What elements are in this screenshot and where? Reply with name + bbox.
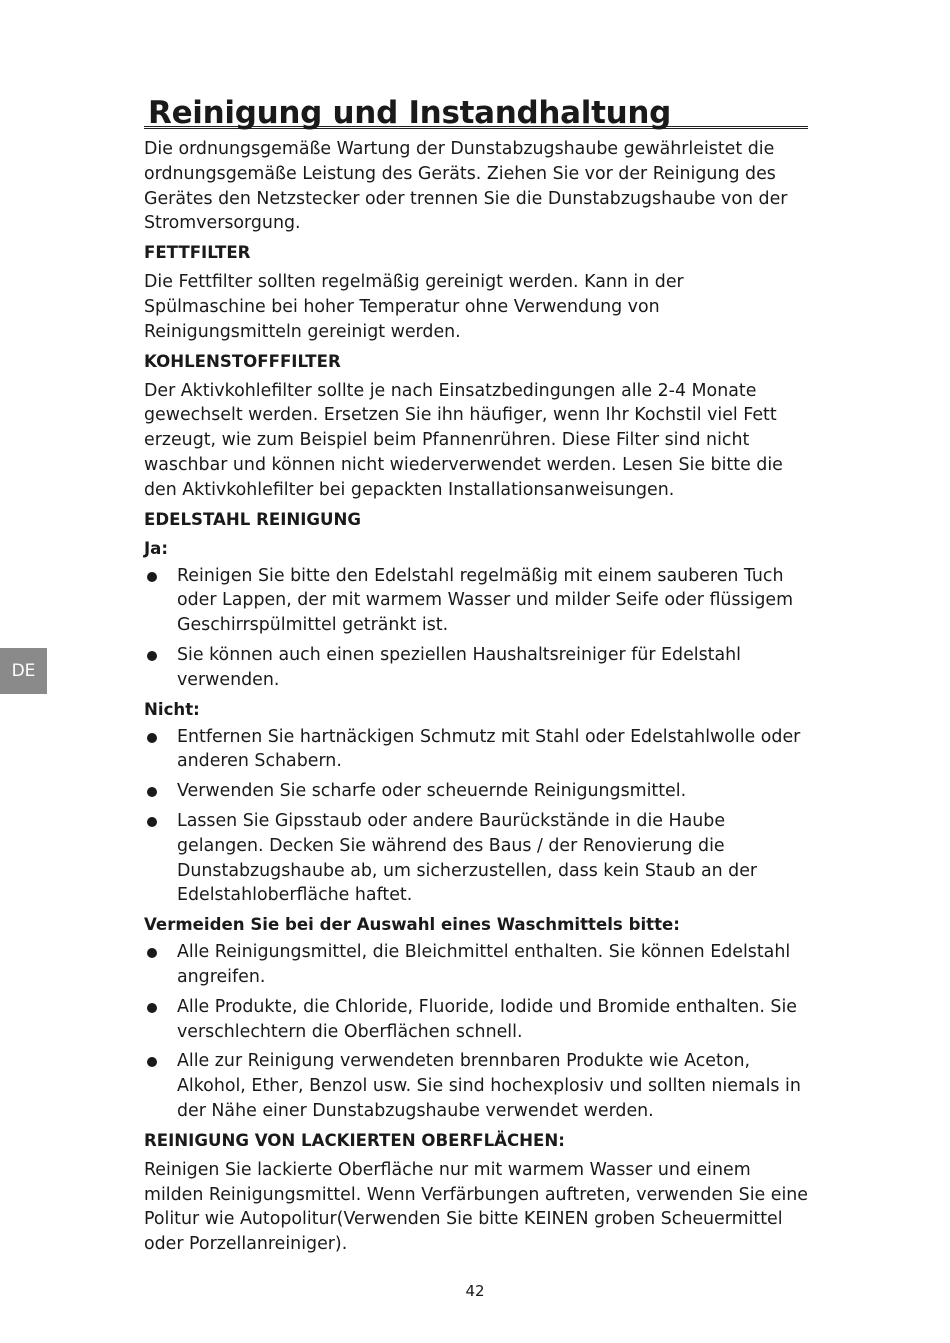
list-item bbox=[144, 564, 808, 638]
bullet-icon bbox=[147, 572, 157, 582]
vermeiden-list bbox=[144, 940, 808, 1124]
kohlefilter-heading: KOHLENSTOFFFILTER bbox=[144, 351, 341, 371]
bullet-icon bbox=[147, 651, 157, 661]
ja-label: Ja: bbox=[144, 538, 169, 558]
fettfilter-heading: FETTFILTER bbox=[144, 243, 251, 263]
list-item bbox=[144, 995, 808, 1045]
list-item-text: Lassen Sie Gipsstaub oder andere Baurückstände in die Haube gelangen. Decken Sie während des Baus / der Renovierung die Dunstabzugshaube ab, um sicherzustellen, dass kein Staub an der Edelstahloberfläche haftet. bbox=[177, 810, 758, 906]
list-item bbox=[144, 725, 808, 775]
page-number: 42 bbox=[465, 1282, 485, 1300]
ja-list bbox=[144, 564, 808, 693]
lackiert-text: Reinigen Sie lackierte Oberfläche nur mit warmem Wasser und einem milden Reinigungsmittel. Wenn Verfärbungen auftreten, verwenden Sie eine Politur wie Autopolitur(Verwenden Sie bitte KEINEN groben Scheuermittel oder Porzellanreiniger). bbox=[144, 1159, 809, 1255]
intro-paragraph: Die ordnungsgemäße Wartung der Dunstabzugshaube gewährleistet die ordnungsgemäße Leistung des Geräts. Ziehen Sie vor der Reinigung des Gerätes den Netzstecker oder trennen Sie die Dunstabzugshaube von der Stromversorgung. bbox=[144, 139, 788, 234]
edelstahl-heading: EDELSTAHL REINIGUNG bbox=[144, 509, 362, 529]
fettfilter-text: Die Fettfilter sollten regelmäßig gereinigt werden. Kann in der Spülmaschine bei hoher Temperatur ohne Verwendung von Reinigungsmitteln gereinigt werden. bbox=[144, 272, 684, 342]
list-item-text: Reinigen Sie bitte den Edelstahl regelmäßig mit einem sauberen Tuch oder Lappen, der mit warmem Wasser und milder Seife oder flüssigem Geschirrspülmittel getränkt ist. bbox=[177, 565, 794, 636]
bullet-icon bbox=[147, 787, 157, 797]
list-item-text: Alle Reinigungsmittel, die Bleichmittel enthalten. Sie können Edelstahl angreifen. bbox=[177, 942, 791, 987]
kohlefilter-text: Der Aktivkohlefilter sollte je nach Einsatzbedingungen alle 2-4 Monate gewechselt werden. Ersetzen Sie ihn häufiger, wenn Ihr Kochstil viel Fett erzeugt, wie zum Beispiel beim Pfannenrühren. Diese Filter sind nicht waschbar und können nicht wiederverwendet werden. Lesen Sie bitte die den Aktivkohlefilter bei gepackten Installationsanweisungen. bbox=[144, 380, 783, 500]
page-content bbox=[144, 94, 808, 1262]
list-item bbox=[144, 779, 808, 804]
list-item-text: Sie können auch einen speziellen Haushaltsreiniger für Edelstahl verwenden. bbox=[177, 644, 741, 690]
list-item-text: Verwenden Sie scharfe oder scheuernde Reinigungsmittel. bbox=[177, 781, 687, 802]
page-title: Reinigung und Instandhaltung bbox=[148, 95, 672, 131]
list-item-text: Entfernen Sie hartnäckigen Schmutz mit Stahl oder Edelstahlwolle oder anderen Schabern. bbox=[177, 726, 801, 772]
language-tab: DE bbox=[0, 648, 47, 694]
bullet-icon bbox=[147, 1003, 157, 1013]
bullet-icon bbox=[147, 1057, 157, 1067]
nicht-label: Nicht: bbox=[144, 699, 200, 719]
list-item bbox=[144, 809, 808, 908]
list-item bbox=[144, 1049, 808, 1123]
list-item bbox=[144, 643, 808, 693]
list-item-text: Alle zur Reinigung verwendeten brennbaren Produkte wie Aceton, Alkohol, Ether, Benzol usw. Sie sind hochexplosiv und sollten niemals in der Nähe einer Dunstabzugshaube verwendet werden. bbox=[177, 1051, 801, 1121]
list-item bbox=[144, 940, 808, 990]
lackiert-heading: REINIGUNG VON LACKIERTEN OBERFLÄCHEN: bbox=[144, 1130, 565, 1150]
bullet-icon bbox=[147, 733, 157, 743]
bullet-icon bbox=[147, 817, 157, 827]
vermeiden-heading: Vermeiden Sie bei der Auswahl eines Waschmittels bitte: bbox=[144, 915, 680, 935]
bullet-icon bbox=[147, 948, 157, 958]
nicht-list bbox=[144, 725, 808, 909]
list-item-text: Alle Produkte, die Chloride, Fluoride, Iodide und Bromide enthalten. Sie verschlechtern die Oberflächen schnell. bbox=[177, 996, 797, 1042]
